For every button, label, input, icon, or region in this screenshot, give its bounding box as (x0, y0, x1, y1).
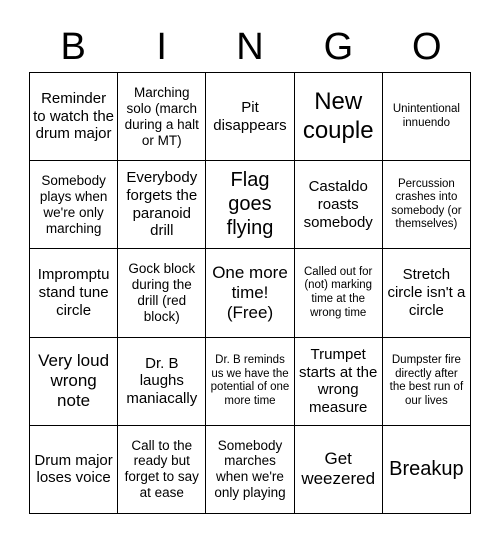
bingo-cell-r3-c4[interactable]: Called out for (not) marking time at the wrong time (295, 249, 383, 337)
bingo-cell-r2-c2[interactable]: Everybody forgets the paranoid drill (118, 161, 206, 249)
bingo-cell-r2-c5[interactable]: Percussion crashes into somebody (or themselves) (383, 161, 471, 249)
bingo-cell-r2-c4[interactable]: Castaldo roasts somebody (295, 161, 383, 249)
bingo-cell-r1-c5[interactable]: Unintentional innuendo (383, 73, 471, 161)
bingo-cell-r5-c1[interactable]: Drum major loses voice (30, 426, 118, 514)
bingo-cell-r5-c4[interactable]: Get weezered (295, 426, 383, 514)
bingo-cell-r2-c3[interactable]: Flag goes flying (206, 161, 294, 249)
bingo-cell-r4-c5[interactable]: Dumpster fire directly after the best run of our lives (383, 338, 471, 426)
bingo-title (29, 22, 471, 72)
title-letter-g: G (323, 25, 354, 68)
bingo-cell-r3-c1[interactable]: Impromptu stand tune circle (30, 249, 118, 337)
bingo-cell-r4-c4[interactable]: Trumpet starts at the wrong measure (295, 338, 383, 426)
bingo-cell-r1-c3[interactable]: Pit disappears (206, 73, 294, 161)
bingo-cell-r3-c5[interactable]: Stretch circle isn't a circle (383, 249, 471, 337)
bingo-cell-r5-c5[interactable]: Breakup (383, 426, 471, 514)
bingo-cell-r4-c2[interactable]: Dr. B laughs maniacally (118, 338, 206, 426)
bingo-cell-r1-c1[interactable]: Reminder to watch the drum major (30, 73, 118, 161)
bingo-cell-r5-c3[interactable]: Somebody marches when we're only playing (206, 426, 294, 514)
bingo-cell-r1-c2[interactable]: Marching solo (march during a halt or MT) (118, 73, 206, 161)
bingo-cell-r3-c2[interactable]: Gock block during the drill (red block) (118, 249, 206, 337)
title-letter-o: O (412, 25, 442, 68)
title-letter-n: N (236, 25, 264, 68)
title-letter-b: B (60, 25, 86, 68)
bingo-cell-r4-c3[interactable]: Dr. B reminds us we have the potential of one more time (206, 338, 294, 426)
bingo-cell-r1-c4[interactable]: New couple (295, 73, 383, 161)
bingo-cell-free-space[interactable]: One more time! (Free) (206, 249, 294, 337)
bingo-cell-r4-c1[interactable]: Very loud wrong note (30, 338, 118, 426)
bingo-cell-r5-c2[interactable]: Call to the ready but forget to say at ease (118, 426, 206, 514)
bingo-cell-r2-c1[interactable]: Somebody plays when we're only marching (30, 161, 118, 249)
title-letter-i: I (156, 25, 167, 68)
bingo-board (29, 72, 471, 514)
